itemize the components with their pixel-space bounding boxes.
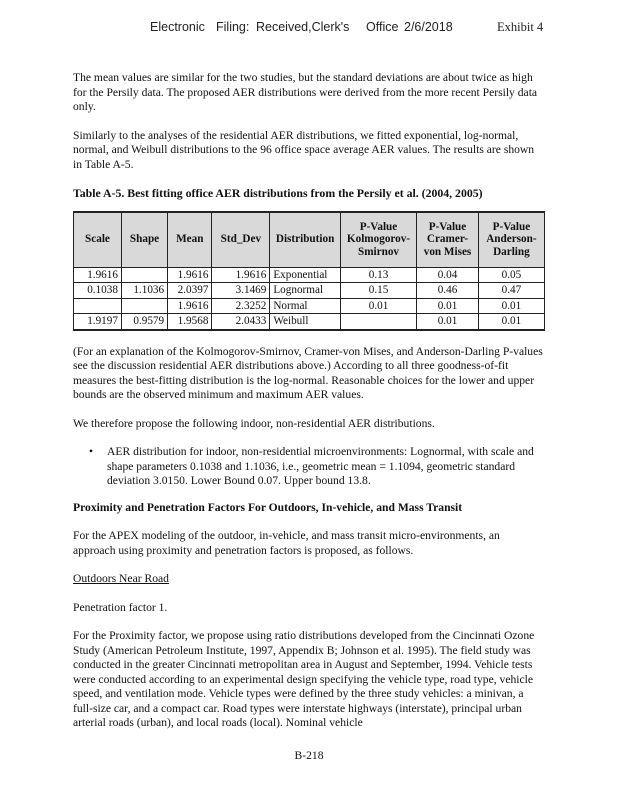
table-caption: Table A-5. Best fitting office AER distributions from the Persily et al. (2004, 2005) (73, 186, 483, 200)
table-header-cell: Std_Dev (212, 212, 270, 268)
table-row (74, 283, 545, 299)
table-cell: 0.13 (340, 267, 416, 283)
table-header-cell: P-Value Cramer-von Mises (417, 212, 479, 268)
paragraph-mean-values: The mean values are similar for the two studies, but the standard deviations are about twice as high for the Persily data. The proposed AER distributions were derived from the more recent Persily data only. (73, 71, 538, 113)
table-cell: 0.01 (478, 314, 544, 330)
table-cell: Weibull (270, 314, 340, 330)
aer-distribution-table (73, 211, 545, 331)
header-received: Received,Clerk's (256, 20, 350, 34)
subheading-outdoors-near-road: Outdoors Near Road (73, 572, 169, 585)
table-cell: 3.1469 (212, 283, 270, 299)
table-header-cell: P-Value Kolmogorov-Smirnov (340, 212, 416, 268)
header-electronic: Electronic (150, 20, 205, 34)
page-number: B-218 (294, 749, 324, 762)
table-cell: 1.9197 (74, 314, 122, 330)
section-heading: Proximity and Penetration Factors For Outdoors, In-vehicle, and Mass Transit (73, 500, 463, 514)
paragraph-apex-modeling: For the APEX modeling of the outdoor, in-vehicle, and mass transit micro-environments, an approach using proximity and penetration factors is proposed, as follows. (73, 529, 500, 557)
table-cell (74, 298, 122, 314)
table-cell (121, 267, 167, 283)
table-cell (121, 298, 167, 314)
table-cell: 1.9616 (212, 267, 270, 283)
table-cell: 0.01 (417, 298, 479, 314)
bullet-icon: • (89, 445, 94, 458)
table-cell: 0.9579 (121, 314, 167, 330)
table-cell: 0.01 (478, 298, 544, 314)
table-row (74, 314, 545, 330)
table-cell: 1.9616 (168, 298, 212, 314)
paragraph-goodness-of-fit: (For an explanation of the Kolmogorov-Smirnov, Cramer-von Mises, and Anderson-Darling P-values see the discussion residential AER distributions above.) According to all three goodness-of-fit measures the best-fitting distribution is the log-normal. Reasonable choices for the lower and upper bounds are the observed minimum and maximum AER values. (73, 344, 543, 401)
table-cell: Exponential (270, 267, 340, 283)
table-row (74, 298, 545, 314)
table-cell: 0.47 (478, 283, 544, 299)
paragraph-propose-distributions: We therefore propose the following indoor, non-residential AER distributions. (73, 416, 435, 430)
table-header-cell: Mean (168, 212, 212, 268)
header-exhibit: Exhibit 4 (497, 20, 544, 34)
table-cell: 2.3252 (212, 298, 270, 314)
table-cell: 2.0397 (168, 283, 212, 299)
table-cell: 1.1036 (121, 283, 167, 299)
table-cell: 0.15 (340, 283, 416, 299)
header-date: 2/6/2018 (404, 20, 453, 34)
paragraph-penetration-factor: Penetration factor 1. (73, 600, 168, 614)
table-cell: 0.05 (478, 267, 544, 283)
header-filing: Filing: (216, 20, 250, 34)
table-header-row (74, 212, 545, 268)
table-cell: 1.9616 (168, 267, 212, 283)
table-cell: 0.01 (417, 314, 479, 330)
table-header-cell: Shape (121, 212, 167, 268)
table-cell (340, 314, 416, 330)
page-body (73, 71, 545, 745)
paragraph-proximity-factor: For the Proximity factor, we propose using ratio distributions developed from the Cincinnati Ozone Study (American Petroleum Institute, 1997, Appendix B; Johnson et al. 1995). The field study was conducted in the greater Cincinnati metropolitan area in August and September, 1994. Vehicle tests were conducted according to an experimental design specifying the vehicle type, road type, vehicle speed, and ventilation mode. Vehicle types were defined by the three study vehicles: a minivan, a full-size car, and a compact car. Road types were interstate highways (interstate), principal urban arterial roads (urban), and local roads (local). Nominal vehicle (73, 629, 535, 729)
table-cell: 1.9568 (168, 314, 212, 330)
table-header-cell: Scale (74, 212, 122, 268)
table-cell: 0.1038 (74, 283, 122, 299)
table-cell: 0.04 (417, 267, 479, 283)
table-cell: 2.0433 (212, 314, 270, 330)
table-cell: Normal (270, 298, 340, 314)
table-cell: 0.01 (340, 298, 416, 314)
paragraph-fitted-distributions: Similarly to the analyses of the residential AER distributions, we fitted exponential, log-normal, normal, and Weibull distributions to the 96 office space average AER values. The results are shown in Table A-5. (73, 128, 535, 171)
table-cell: 0.46 (417, 283, 479, 299)
header-office: Office (366, 20, 399, 34)
table-row (74, 267, 545, 283)
table-cell: 1.9616 (74, 267, 122, 283)
filing-header (0, 20, 618, 38)
table-header-cell: P-Value Anderson-Darling (478, 212, 544, 268)
table-header-cell: Distribution (270, 212, 340, 268)
bullet-text: AER distribution for indoor, non-residential microenvironments: Lognormal, with scale and shape parameters 0.1038 and 1.1036, i.e., geometric mean = 1.1094, geometric standard deviation 3.0150. Lower Bound 0.07. Upper bound 13.8. (107, 445, 534, 487)
table-cell: Lognormal (270, 283, 340, 299)
list-item (73, 445, 545, 489)
